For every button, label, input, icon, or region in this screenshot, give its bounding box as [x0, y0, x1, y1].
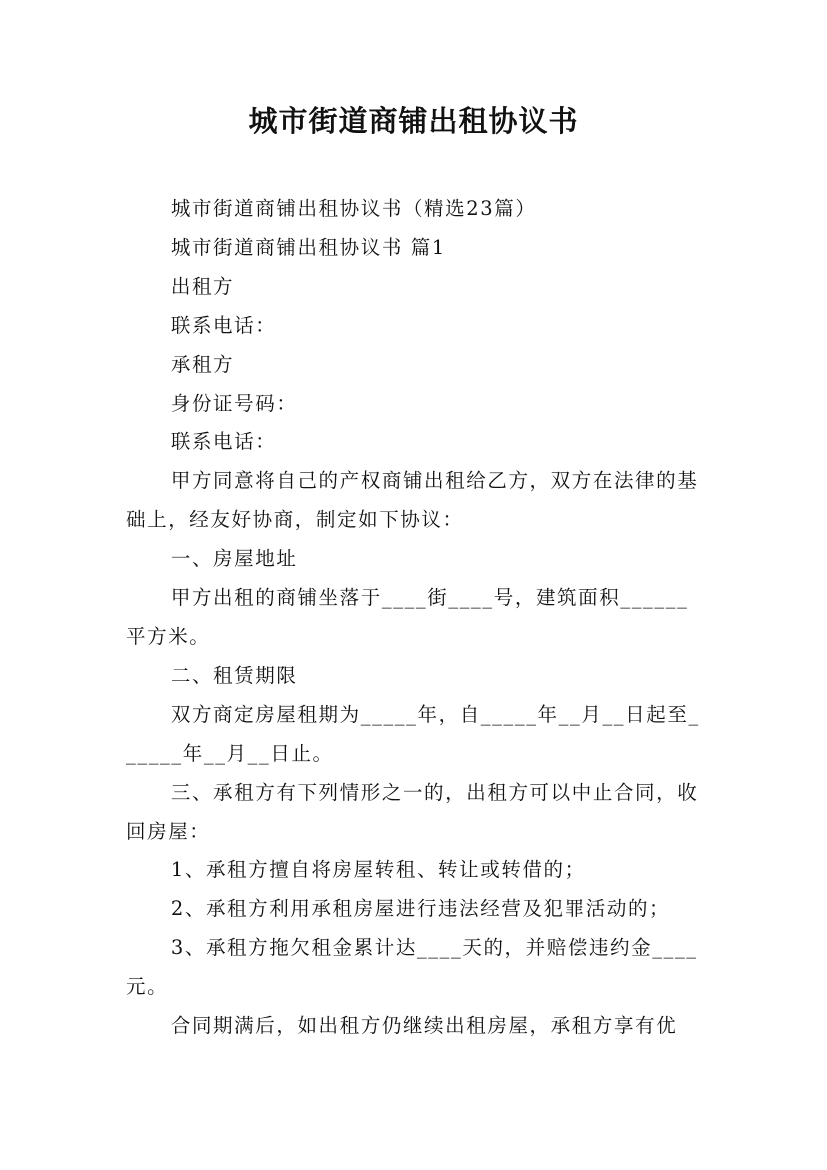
paragraph-agreement-intro: 甲方同意将自己的产权商铺出租给乙方，双方在法律的基础上，经友好协商，制定如下协议：	[126, 469, 699, 532]
paragraph-clause-2-text: 双方商定房屋租期为_____年，自_____年__月__日起至______年__月__日止。	[126, 702, 700, 765]
paragraph-renewal: 合同期满后，如出租方仍继续出租房屋，承租方享有优	[170, 1014, 678, 1038]
paragraph-subtitle: 城市街道商铺出租协议书（精选23篇）	[170, 197, 537, 220]
paragraph-section-heading: 城市街道商铺出租协议书 篇1	[170, 235, 446, 259]
paragraph-clause-3-heading: 三、承租方有下列情形之一的，出租方可以中止合同，收回房屋：	[126, 780, 699, 843]
paragraph-lessor-phone: 联系电话：	[170, 313, 277, 337]
paragraph-lessee-id: 身份证号码：	[170, 391, 298, 415]
paragraph-lessee-phone: 联系电话：	[170, 430, 277, 454]
paragraph-clause-2-heading: 二、租赁期限	[170, 663, 298, 687]
paragraph-clause-1-text: 甲方出租的商铺坐落于____街____号，建筑面积______平方米。	[126, 586, 689, 648]
paragraph-lessor: 出租方	[170, 274, 235, 298]
paragraph-clause-3-item-1: 1、承租方擅自将房屋转租、转让或转借的；	[170, 858, 586, 882]
paragraph-clause-3-item-3: 3、承租方拖欠租金累计达____天的，并赔偿违约金____元。	[126, 936, 698, 999]
paragraph-clause-3-item-2: 2、承租方利用承租房屋进行违法经营及犯罪活动的；	[170, 897, 671, 921]
document-body	[126, 190, 706, 1046]
paragraph-lessee: 承租方	[170, 352, 235, 376]
paragraph-clause-1-heading: 一、房屋地址	[170, 547, 298, 571]
document-title: 城市街道商铺出租协议书	[248, 104, 579, 138]
